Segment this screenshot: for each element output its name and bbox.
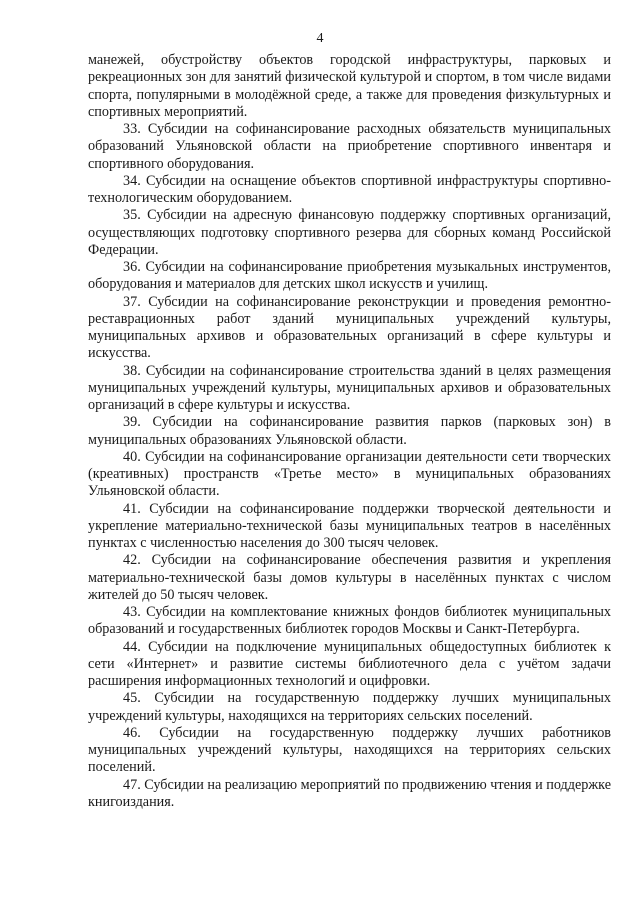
paragraph-item-43: 43. Субсидии на комплектование книжных фондов библиотек муниципальных образований и государственных библиотек городов Москвы и Санкт-Петербурга. (88, 604, 611, 638)
paragraph-item-44: 44. Субсидии на подключение муниципальных общедоступных библиотек к сети «Интернет» и развитие системы библиотечного дела с учётом задачи расширения информационных технологий и оцифровки. (88, 638, 611, 689)
paragraph-item-45: 45. Субсидии на государственную поддержку лучших муниципальных учреждений культуры, находящихся на территориях сельских поселений. (88, 690, 611, 724)
paragraph-item-38: 38. Субсидии на софинансирование строительства зданий в целях размещения муниципальных учреждений культуры, муниципальных архивов и образовательных организаций в сфере культуры и искусства. (88, 362, 611, 413)
document-body (88, 52, 611, 811)
paragraph-continuation: манежей, обустройству объектов городской инфраструктуры, парковых и рекреационных зон для занятий физической культурой и спортом, в том числе видами спорта, популярными в молодёжной среде, а также для проведения физкультурных и спортивных мероприятий. (88, 52, 611, 120)
paragraph-item-46: 46. Субсидии на государственную поддержку лучших работников муниципальных учреждений культуры, находящихся на территориях сельских поселений. (88, 724, 611, 776)
paragraph-item-47: 47. Субсидии на реализацию мероприятий по продвижению чтения и поддержке книгоиздания. (88, 776, 612, 810)
paragraph-item-37: 37. Субсидии на софинансирование реконструкции и проведения ремонтно-реставрационных работ зданий муниципальных учреждений культуры, муниципальных архивов и образовательных организаций в сфере культуры и искусства. (88, 293, 611, 362)
page-number: 4 (316, 31, 324, 46)
paragraph-item-40: 40. Субсидии на софинансирование организации деятельности сети творческих (креативных) пространств «Третье место» в муниципальных образованиях Ульяновской области. (88, 448, 611, 500)
paragraph-item-41: 41. Субсидии на софинансирование поддержки творческой деятельности и укрепление материально-технической базы муниципальных театров в населённых пунктах с численностью населения до 300 тысяч человек. (88, 500, 611, 551)
paragraph-item-42: 42. Субсидии на софинансирование обеспечения развития и укрепления материально-технической базы домов культуры в населённых пунктах с числом жителей до 50 тысяч человек. (88, 552, 611, 603)
paragraph-item-39: 39. Субсидии на софинансирование развития парков (парковых зон) в муниципальных образованиях Ульяновской области. (88, 414, 611, 448)
paragraph-item-36: 36. Субсидии на софинансирование приобретения музыкальных инструментов, оборудования и материалов для детских школ искусств и училищ. (88, 259, 611, 293)
paragraph-item-35: 35. Субсидии на адресную финансовую поддержку спортивных организаций, осуществляющих подготовку спортивного резерва для сборных команд Российской Федерации. (88, 207, 611, 258)
paragraph-item-34: 34. Субсидии на оснащение объектов спортивной инфраструктуры спортивно-технологическим оборудованием. (88, 172, 611, 206)
paragraph-item-33: 33. Субсидии на софинансирование расходных обязательств муниципальных образований Ульяновской области на приобретение спортивного инвентаря и спортивного оборудования. (88, 121, 611, 172)
